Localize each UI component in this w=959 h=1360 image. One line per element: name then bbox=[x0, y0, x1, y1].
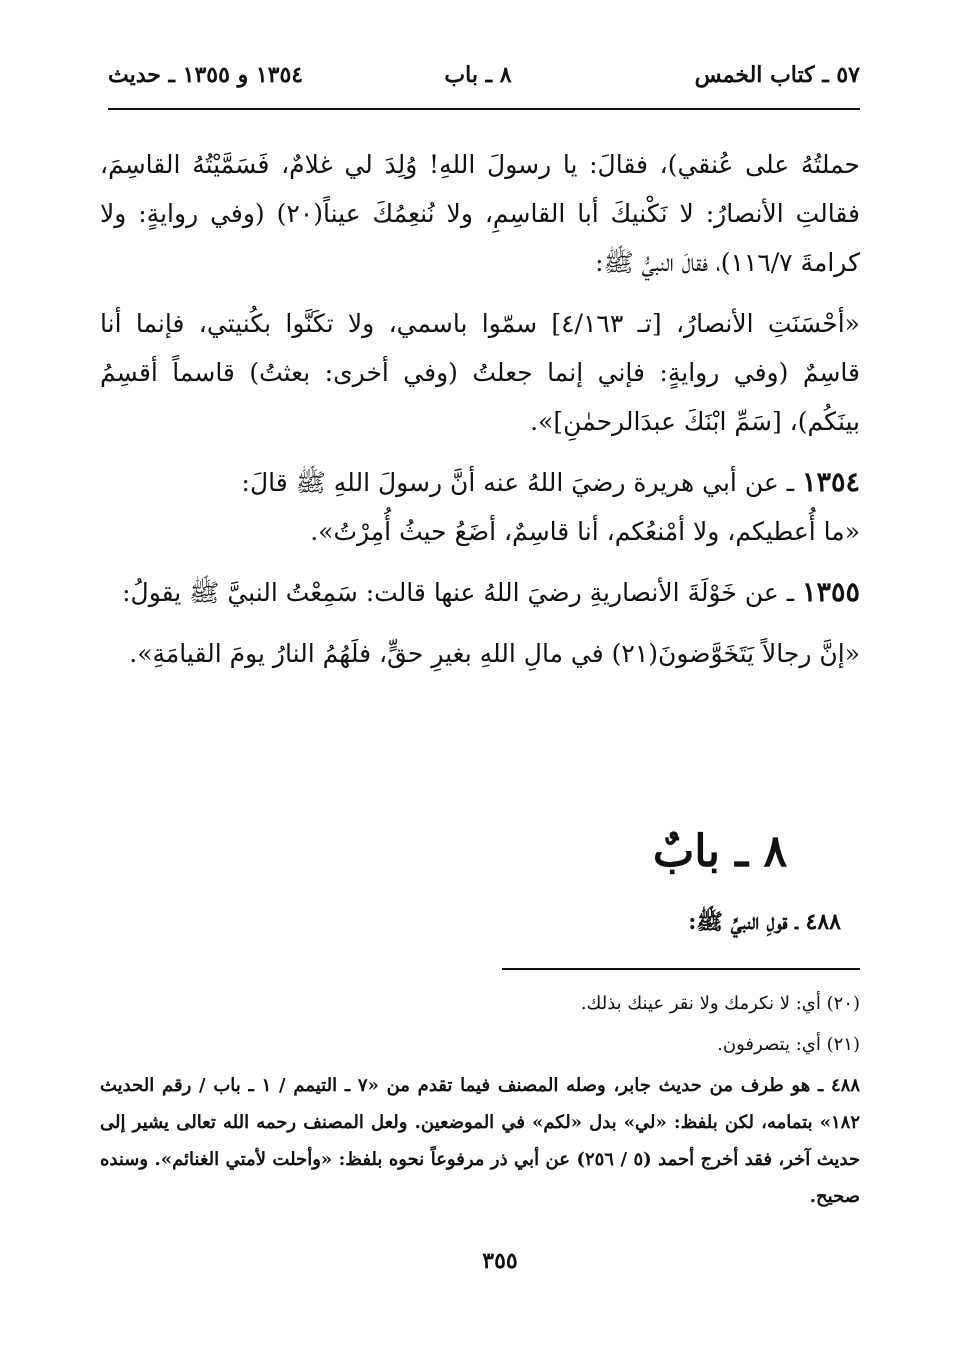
footnote-488: ٤٨٨ ـ هو طرف من حديث جابر، وصله المصنف فيما تقدم من «٧ ـ التيمم / ١ ـ باب / رقم الحديث ١٨٢» بتمامه، لكن بلفظ: «لي» بدل «لكم» في الموضعين. ولعل المصنف رحمه الله تعالى يشير إلى حديث آخر، فقد أخرج أحمد (٥ / ٢٥٦) عن أبي ذر مرفوعاً نحوه بلفظ: «وأحلت لأمتي الغنائم». وسنده صحيح. bbox=[100, 1075, 860, 1207]
chapter-heading: ٨ ـ بابٌ bbox=[652, 826, 788, 877]
chapter-subheading: ٤٨٨ ـ قولِ النبيِّ ﷺ: bbox=[688, 909, 841, 935]
header-chapter: ٨ ـ باب bbox=[444, 62, 512, 88]
hadith-1355-quote: «إنَّ رجالاً يَتَخَوَّضونَ(٢١) في مالِ اللهِ بغيرِ حقٍّ، فلَهُمُ النارُ يومَ القيامَةِ». bbox=[129, 639, 860, 668]
header-divider bbox=[108, 108, 860, 110]
footnote-20: (٢٠) أي: لا نكرمك ولا نقر عينك بذلك. bbox=[580, 993, 860, 1014]
footnote-divider bbox=[502, 968, 860, 970]
hadith-1355-chain: ـ عن خَوْلَةَ الأنصاريةِ رضيَ اللهُ عنها قالت: سَمِعْتُ النبيَّ ﷺ يقولُ: bbox=[122, 578, 802, 607]
footnote-21: (٢١) أي: يتصرفون. bbox=[717, 1034, 860, 1055]
header-hadith-range: ١٣٥٤ و ١٣٥٥ ـ حديث bbox=[108, 62, 304, 88]
paragraph-prophet-saying: «أحْسَنَتِ الأنصارُ، [تـ ٤/١٦٣] سمّوا باسمي، ولا تكَنَّوا بكُنيتي، فإنما أنا قاسِمٌ (وفي روايةٍ: فإني إنما جعلتُ (وفي أخرى: بعثتُ) قاسماً أقسِمُ بينَكُم)، [سَمِّ ابْنَكَ عبدَالرحمٰنِ]». bbox=[100, 309, 860, 436]
header-book-title: ٥٧ ـ كتاب الخمس bbox=[694, 62, 860, 88]
footnotes bbox=[100, 985, 860, 1219]
running-header bbox=[108, 62, 860, 94]
hadith-1354 bbox=[100, 458, 860, 556]
main-text bbox=[100, 140, 860, 690]
hadith-number-1354: ١٣٥٤ bbox=[801, 467, 860, 498]
hadith-1354-quote: «ما أُعطيكم، ولا أمْنعُكم، أنا قاسِمٌ، أضَعُ حيثُ أُمِرْتُ». bbox=[310, 517, 860, 546]
hadith-number-1355: ١٣٥٥ bbox=[801, 577, 860, 608]
page-number: ٣٥٥ bbox=[482, 1248, 518, 1274]
paragraph-continuation: حملتُهُ على عُنقي)، فقالَ: يا رسولَ اللهِ! وُلِدَ لي غلامٌ، فَسَمَّيْتُهُ القاسِمَ، فقالتِ الأنصارُ: لا نَكْنيكَ أبا القاسِمِ، ولا نُنعِمُكَ عيناً(٢٠) (وفي روايةٍ: ولا كرامةَ ١١٦/٧)، فقالَ النبيُّ ﷺ: bbox=[100, 150, 860, 277]
hadith-1354-chain: ـ عن أبي هريرة رضيَ اللهُ عنه أنَّ رسولَ اللهِ ﷺ قالَ: bbox=[241, 468, 802, 497]
hadith-1355 bbox=[100, 568, 860, 617]
